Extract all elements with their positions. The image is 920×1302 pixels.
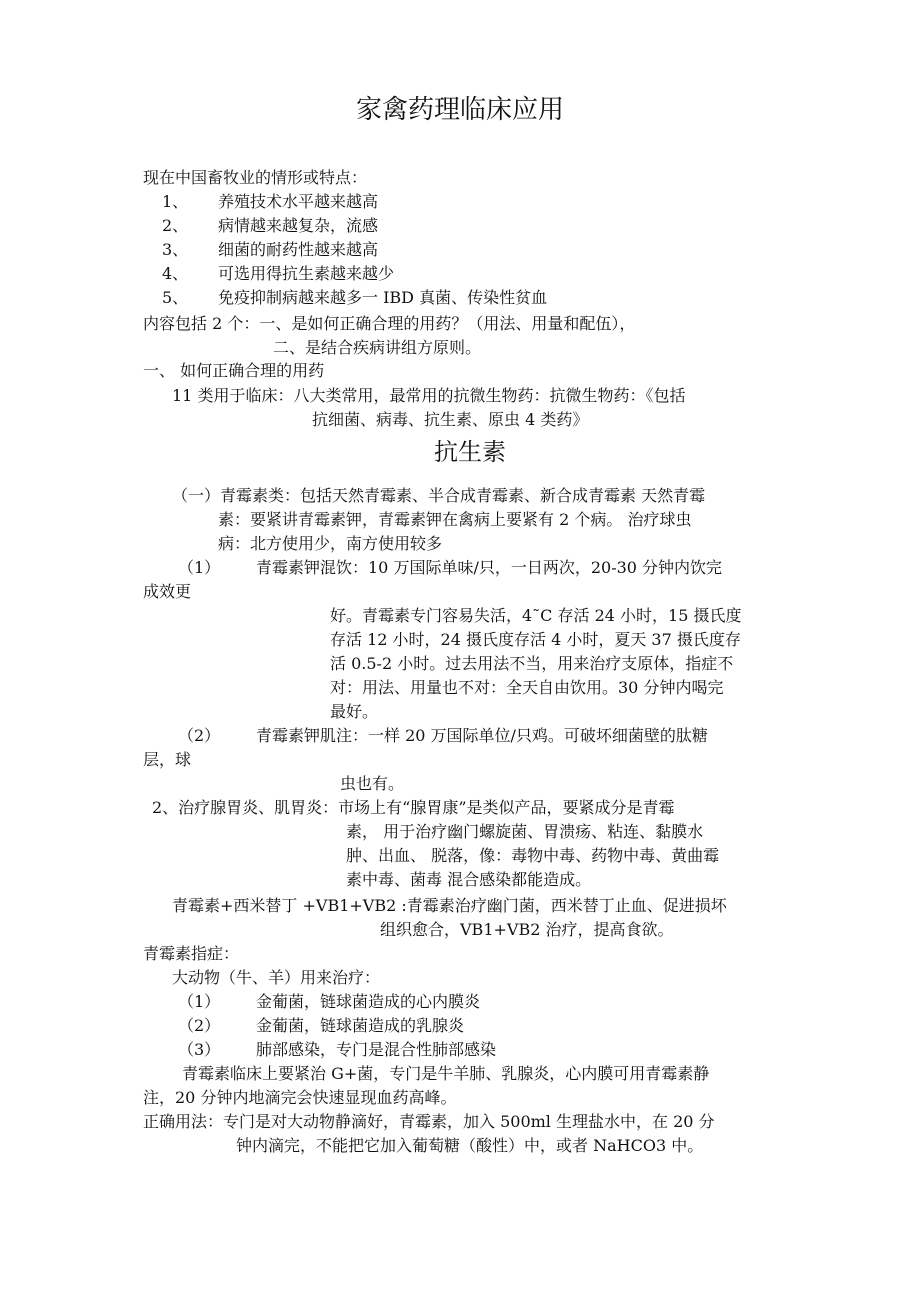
list-item-text: 可选用得抗生素越来越少 xyxy=(218,264,395,283)
list-item-text: 病情越来越复杂，流感 xyxy=(218,216,379,235)
list-item-number: 3、 xyxy=(162,240,189,259)
list-item-text: 养殖技术水平越来越高 xyxy=(218,192,379,211)
penicillin-item-2 xyxy=(178,724,708,748)
item-number: （2） xyxy=(178,726,221,745)
page-title: 家禽药理临床应用 xyxy=(355,95,564,125)
combo-formula: 青霉素+西米替丁 +VB1+VB2 :青霉素治疗幽门菌，西米替丁止血、促进损坏 xyxy=(172,896,727,915)
item-number: （1） xyxy=(178,992,221,1011)
penicillin-item-1-detail: 对：用法、用量也不对：全天自由饮用。30 分钟内喝完 xyxy=(330,678,724,697)
indication-item xyxy=(178,990,480,1014)
penicillin-item-1-detail: 好。青霉素专门容易失活，4˜C 存活 24 小时，15 摄氏度 xyxy=(330,606,742,625)
clinical-note: 青霉素临床上要紧治 G+菌，专门是牛羊肺、乳腺炎，心内膜可用青霉素静 xyxy=(182,1064,710,1083)
penicillin-paragraph-cont: 素：要紧讲青霉素钾，青霉素钾在禽病上要紧有 2 个病。 治疗球虫 xyxy=(218,510,692,529)
gastritis-paragraph-cont: 素中毒、菌毒 混合感染都能造成。 xyxy=(346,870,592,889)
penicillin-paragraph-cont: 病：北方使用少，南方使用较多 xyxy=(218,534,443,553)
item-number: （3） xyxy=(178,1040,221,1059)
penicillin-item-1-detail: 活 0.5-2 小时。过去用法不当，用来治疗支原体，指症不 xyxy=(330,654,734,673)
list-item xyxy=(162,286,547,310)
section-one-text-cont: 抗细菌、病毒、抗生素、原虫 4 类药》 xyxy=(312,410,589,429)
gastritis-paragraph-cont: 肿、出血、 脱落，像：毒物中毒、药物中毒、黄曲霉 xyxy=(346,846,720,865)
penicillin-item-2-tail: 虫也有。 xyxy=(340,774,405,793)
item-text: 金葡菌，链球菌造成的乳腺炎 xyxy=(256,1016,465,1035)
list-item-number: 4、 xyxy=(162,264,189,283)
penicillin-item-2-cont: 层，球 xyxy=(143,750,192,769)
gastritis-paragraph: 2、治疗腺胃炎、肌胃炎：市场上有“腺胃康”是类似产品，要紧成分是青霉 xyxy=(152,798,675,817)
list-item-number: 2、 xyxy=(162,216,189,235)
item-text: 金葡菌，链球菌造成的心内膜炎 xyxy=(256,992,481,1011)
gastritis-paragraph-cont: 素， 用于治疗幽门螺旋菌、胃溃疡、粘连、黏膜水 xyxy=(346,822,704,841)
list-item-text: 免疫抑制病越来越多一 IBD 真菌、传染性贫血 xyxy=(218,288,548,307)
indications-sub: 大动物（牛、羊）用来治疗： xyxy=(172,968,381,987)
list-item-text: 细菌的耐药性越来越高 xyxy=(218,240,379,259)
indications-heading: 青霉素指症： xyxy=(143,944,240,963)
intro-heading: 现在中国畜牧业的情形或特点： xyxy=(143,168,368,187)
list-item-number: 5、 xyxy=(162,288,189,307)
usage-note: 正确用法：专门是对大动物静滴好，青霉素，加入 500ml 生理盐水中，在 20 分 xyxy=(143,1112,715,1131)
list-item-number: 1、 xyxy=(162,192,189,211)
combo-formula-cont: 组织愈合，VB1+VB2 治疗，提高食欲。 xyxy=(380,920,674,939)
section-one-text: 11 类用于临床：八大类常用，最常用的抗微生物药：抗微生物药：《包括 xyxy=(172,386,686,405)
clinical-note-cont: 注，20 分钟内地滴完会快速显现血药高峰。 xyxy=(143,1088,457,1107)
penicillin-item-1-detail: 最好。 xyxy=(330,702,379,721)
indication-item xyxy=(178,1038,496,1062)
content-summary-cont: 二、是结合疾病讲组方原则。 xyxy=(273,338,482,357)
indication-item xyxy=(178,1014,464,1038)
item-text: 肺部感染，专门是混合性肺部感染 xyxy=(256,1040,497,1059)
item-number: （2） xyxy=(178,1016,221,1035)
penicillin-paragraph: （一）青霉素类：包括天然青霉素、半合成青霉素、新合成青霉素 天然青霉 xyxy=(172,486,706,505)
content-summary: 内容包括 2 个：一、是如何正确合理的用药？（用法、用量和配伍）， xyxy=(143,314,636,333)
list-item xyxy=(162,238,378,262)
penicillin-item-1-detail: 存活 12 小时，24 摄氏度存活 4 小时，夏天 37 摄氏度存 xyxy=(330,630,741,649)
list-item xyxy=(162,262,394,286)
list-item xyxy=(162,214,378,238)
item-number: （1） xyxy=(178,558,221,577)
list-item xyxy=(162,190,378,214)
penicillin-item-1-cont: 成效更 xyxy=(143,582,192,601)
item-text: 青霉素钾混饮：10 万国际单味/只，一日两次，20-30 分钟内饮完 xyxy=(256,558,723,577)
item-text: 青霉素钾肌注：一样 20 万国际单位/只鸡。可破坏细菌壁的肽糖 xyxy=(256,726,708,745)
penicillin-item-1 xyxy=(178,556,722,580)
section-one-heading: 一、 如何正确合理的用药 xyxy=(143,361,325,380)
usage-note-cont: 钟内滴完，不能把它加入葡萄糖（酸性）中，或者 NaHCO3 中。 xyxy=(236,1136,704,1155)
antibiotics-heading: 抗生素 xyxy=(434,438,506,466)
